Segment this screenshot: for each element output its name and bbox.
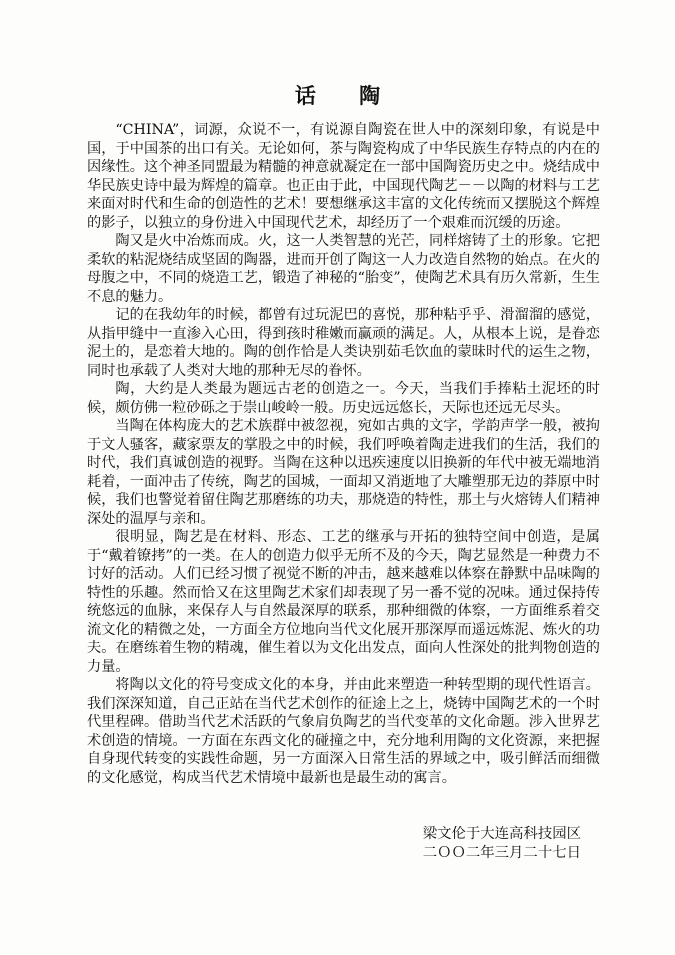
paragraph-1: “CHINA”，词源，众说不一，有说源自陶瓷在世人中的深刻印象，有说是中国，于中国茶的出口有关。无论如何，茶与陶瓷构成了中华民族生存特点的内在的因缘性。这个神圣同盟最为精髓的神意就凝定在一部中国陶瓷历史之中。烧结成中华民族史诗中最为辉煌的篇章。也正由于此，中国现代陶艺－－以陶的材料与工艺来面对时代和生命的创造性的艺术！要想继承这丰富的文化传统而又摆脱这个辉煌的影子，以独立的身份进入中国现代艺术，却经历了一个艰难而沉缓的历途。 bbox=[87, 122, 600, 231]
paragraph-5: 当陶在体构庞大的艺术族群中被忽视，宛如古典的文字，学韵声学一般，被拘于文人骚客，藏家票友的掌股之中的时候，我们呼唤着陶走进我们的生活，我们的时代，我们真诚创造的视野。当陶在这种以迅疾速度以旧换新的年代中被无端地消耗着，一面冲击了传统，陶艺的国城，一面却又消逝地了大雕塑那无边的莽原中时候，我们也警觉着留住陶艺那磨练的功夫，那烧造的特性，那土与火熔铸人们精神深处的温厚与亲和。 bbox=[87, 418, 600, 527]
paragraph-2: 陶又是火中冶炼而成。火，这一人类智慧的光芒，同样熔铸了土的形象。它把柔软的粘泥烧结成坚固的陶器，进而开创了陶这一人力改造自然物的始点。在火的母腹之中，不同的烧造工艺，锻造了神秘的“胎变”，使陶艺术具有历久常新，生生不息的魅力。 bbox=[87, 233, 600, 305]
paragraph-3: 记的在我幼年的时候，都曾有过玩泥巴的喜悦，那种粘乎乎、滑溜溜的感觉，从指甲缝中一直渗入心田，得到孩时稚嫩而赢顽的满足。人，从根本上说，是眷恋泥土的，是恋着大地的。陶的创作恰是人类诀别茹毛饮血的蒙昧时代的运生之物，同时也承载了人类对大地的那种无尽的眷怀。 bbox=[87, 307, 600, 379]
paragraph-7: 将陶以文化的符号变成文化的本身，并由此来塑造一种转型期的现代性语言。我们深深知道，自己正站在当代艺术创作的征途上之上，烧铸中国陶艺术的一个时代里程碑。借助当代艺术活跃的气象肩负陶艺的当代变革的文化命题。涉入世界艺术创造的情境。一方面在东西文化的碰撞之中，充分地利用陶的文化资源，来把握自身现代转变的实践性命题，另一方面深入日常生活的界域之中，吸引鲜活而细微的文化感觉，构成当代艺术情境中最新也是最生动的寓言。 bbox=[87, 677, 600, 786]
paragraph-4: 陶，大约是人类最为题远古老的创造之一。今天，当我们手捧粘土泥坯的时候，颇仿佛一粒砂砾之于崇山峻岭一般。历史远远悠长，天际也还远无尽头。 bbox=[87, 381, 600, 416]
signature-author: 梁文伦于大连高科技园区 bbox=[422, 826, 581, 842]
paragraph-6: 很明显，陶艺是在材料、形态、工艺的继承与开拓的独特空间中创造，是属于“戴着镣拷”的一类。在人的创造力似乎无所不及的今天，陶艺显然是一种费力不讨好的活动。人们已经习惯了视觉不断的冲击，越来越难以体察在静默中品味陶的特性的乐趣。然而恰又在这里陶艺术家们却表现了另一番不觉的况味。通过保持传统悠远的血脉，来保存人与自然最深厚的联系，那种细微的体察，一方面维系着交流文化的精微之处，一方面全方位地向当代文化展开那深厚而遥远炼泥、炼火的功夫。在磨练着生物的精魂，催生着以为文化出发点，面向人性深处的批判物创造的力量。 bbox=[87, 529, 600, 675]
signature-block bbox=[423, 825, 581, 863]
document-body bbox=[87, 121, 600, 787]
document-title: 话 陶 bbox=[294, 83, 399, 108]
signature-date: 二ＯＯ二年三月二十七日 bbox=[422, 845, 581, 861]
